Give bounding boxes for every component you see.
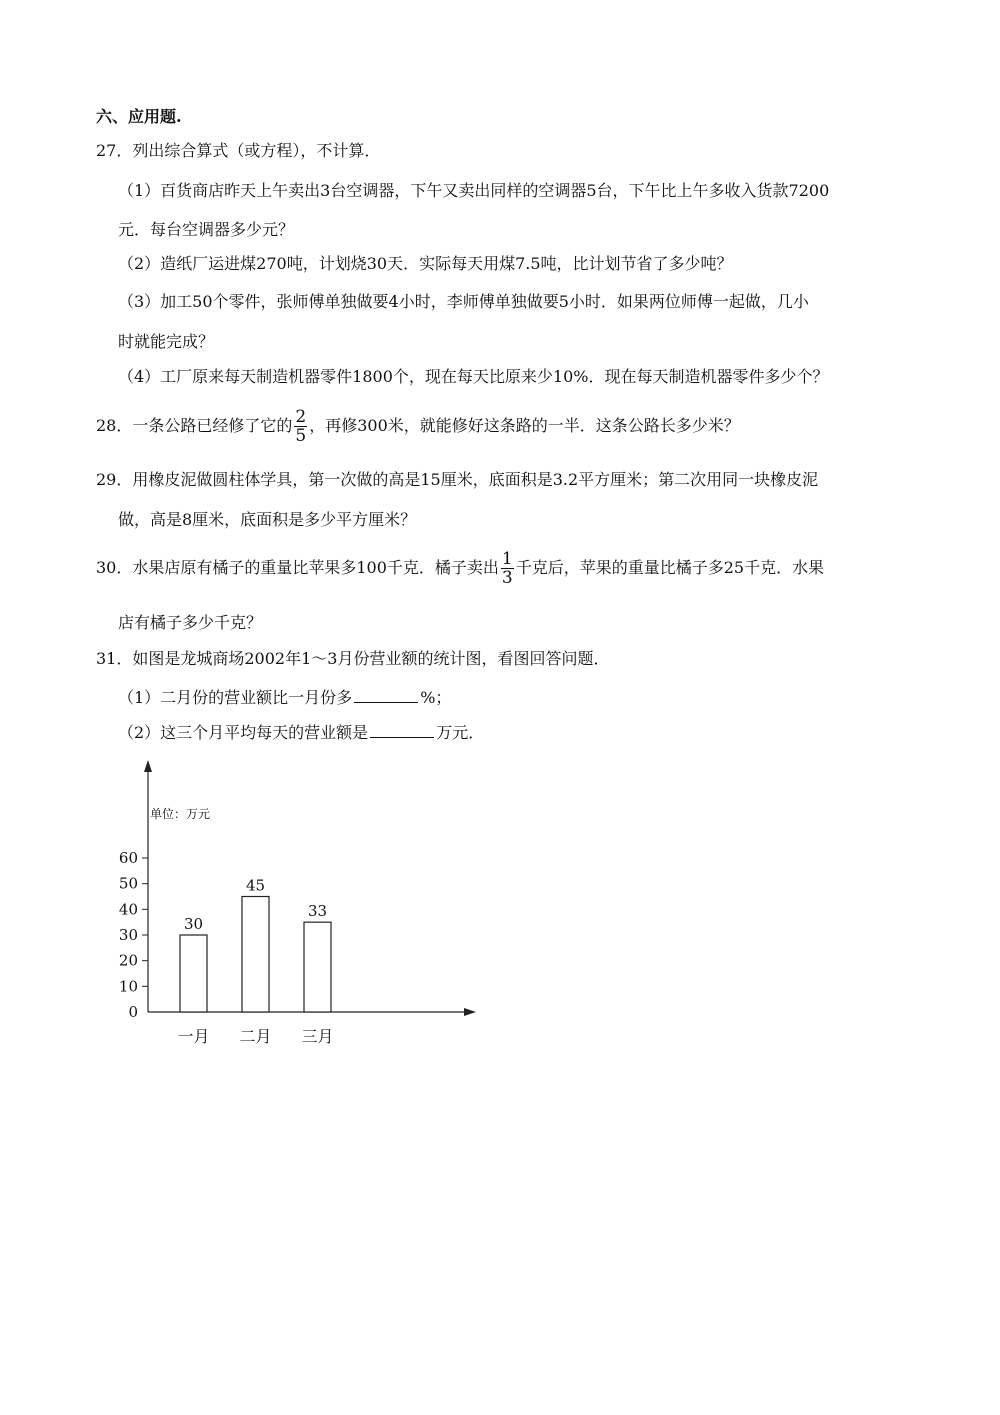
- q28: [96, 406, 740, 446]
- q27-p3-line2: 时就能完成？: [118, 332, 215, 351]
- q27-p1-line2: 元．每台空调器多少元？: [118, 220, 295, 239]
- y-tick-label: 0: [128, 1003, 138, 1021]
- q31-p2-before: （2）这三个月平均每天的营业额是: [118, 723, 369, 742]
- y-tick-label: 10: [118, 977, 138, 996]
- q31-p1-answer-blank[interactable]: [354, 688, 418, 703]
- q31-p1-after: %；: [420, 688, 452, 707]
- x-axis-arrow: [464, 1008, 476, 1016]
- q30-text-before: 30．水果店原有橘子的重量比苹果多100千克．橘子卖出: [96, 558, 499, 577]
- q27-p2: （2）造纸厂运进煤270吨，计划烧30天．实际每天用煤7.5吨，比计划节省了多少吨？: [118, 254, 733, 273]
- y-tick-label: 20: [118, 951, 138, 970]
- bar-1: [180, 935, 207, 1012]
- q31-stem: 31．如图是龙城商场2002年1～3月份营业额的统计图，看图回答问题．: [96, 649, 610, 668]
- bar-3: [304, 922, 331, 1012]
- q27-p4: （4）工厂原来每天制造机器零件1800个，现在每天比原来少10%．现在每天制造机器零件多少个？: [118, 367, 829, 386]
- y-tick-label: 60: [118, 849, 138, 867]
- q31-p1-before: （1）二月份的营业额比一月份多: [118, 688, 353, 707]
- category-label: 一月: [177, 1027, 210, 1046]
- category-label: 二月: [239, 1027, 272, 1046]
- q30-line1: [96, 548, 824, 588]
- q31-p2-answer-blank[interactable]: [370, 723, 434, 738]
- q30-text-after: 千克后，苹果的重量比橘子多25千克．水果: [515, 558, 825, 577]
- q27-p1-line1: （1）百货商店昨天上午卖出3台空调器，下午又卖出同样的空调器5台，下午比上午多收入货款7200: [118, 181, 830, 200]
- q30-fraction: [501, 550, 514, 587]
- q30-fraction-numerator: 1: [501, 549, 513, 569]
- y-tick-label: 40: [118, 900, 138, 919]
- q27-p3-line1: （3）加工50个零件，张师傅单独做要4小时，李师傅单独做要5小时．如果两位师傅一起做，几小: [118, 292, 809, 311]
- bar-data-label: 30: [183, 915, 204, 933]
- q28-fraction-numerator: 2: [295, 407, 307, 427]
- q28-fraction: [294, 408, 307, 445]
- q28-text-after: ，再修300米，就能修好这条路的一半．这条公路长多少米？: [309, 416, 740, 435]
- bar-data-label: 33: [307, 902, 328, 921]
- q31-p2: [118, 722, 484, 744]
- q28-text-before: 28．一条公路已经修了它的: [96, 416, 293, 435]
- y-tick-label: 30: [118, 926, 138, 944]
- q28-fraction-denominator: 5: [295, 426, 307, 446]
- bar-chart: [100, 748, 490, 1058]
- bar-2: [242, 897, 269, 1013]
- q30-line2: 店有橘子多少千克？: [118, 613, 263, 632]
- section-title: 六、应用题.: [96, 107, 182, 126]
- bar-data-label: 45: [245, 876, 266, 895]
- q30-fraction-denominator: 3: [501, 568, 513, 588]
- category-label: 三月: [301, 1027, 334, 1046]
- q31-p2-after: 万元．: [436, 723, 485, 742]
- q29-line2: 做，高是8厘米，底面积是多少平方厘米？: [118, 510, 417, 529]
- q29-line1: 29．用橡皮泥做圆柱体学具，第一次做的高是15厘米，底面积是3.2平方厘米；第二次用同一块橡皮泥: [96, 470, 819, 489]
- q27-stem: 27．列出综合算式（或方程），不计算．: [96, 141, 381, 160]
- q31-p1: [118, 687, 451, 709]
- chart-ticks: [119, 849, 148, 1021]
- y-tick-label: 50: [118, 874, 138, 893]
- chart-unit-label: 单位：万元: [150, 807, 211, 821]
- y-axis-arrow: [144, 760, 152, 772]
